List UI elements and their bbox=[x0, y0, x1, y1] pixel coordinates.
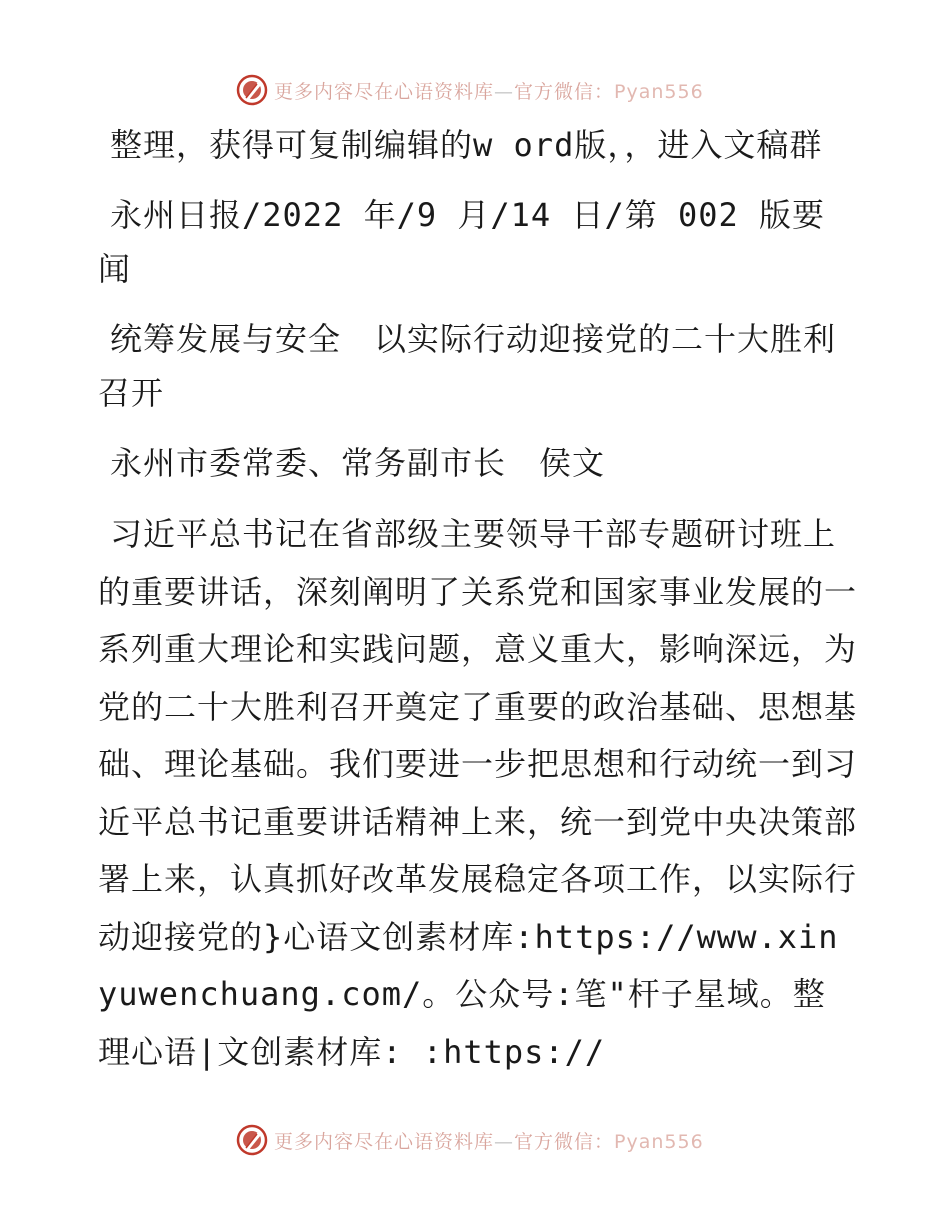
watermark-text bbox=[274, 77, 704, 104]
watermark-wechat-id: Pyan556 bbox=[614, 1130, 704, 1153]
watermark-separator: — bbox=[494, 80, 515, 103]
pen-logo-icon bbox=[236, 74, 268, 106]
watermark-header bbox=[236, 72, 716, 108]
watermark-site: 更多内容尽在心语资料库 bbox=[274, 80, 495, 103]
author-line: 永州市委常委、常务副市长 侯文 bbox=[110, 444, 606, 482]
source-line: 永州日报/2022 年/9 月/14 日/第 002 版要闻 bbox=[98, 196, 826, 288]
pen-logo-icon bbox=[236, 1124, 268, 1156]
article-title: 统筹发展与安全 以实际行动迎接党的二十大胜利召开 bbox=[98, 320, 837, 412]
document-content bbox=[98, 118, 858, 1097]
intro-note: 整理，获得可复制编辑的w ord版，，进入文稿群 bbox=[110, 126, 823, 164]
watermark-footer bbox=[236, 1122, 716, 1158]
watermark-wechat-label: 官方微信： bbox=[514, 1130, 615, 1153]
watermark-wechat-label: 官方微信： bbox=[514, 80, 615, 103]
watermark-separator: — bbox=[494, 1130, 515, 1153]
watermark-wechat-id: Pyan556 bbox=[614, 80, 704, 103]
article-body: 习近平总书记在省部级主要领导干部专题研讨班上的重要讲话，深刻阐明了关系党和国家事业发展的一系列重大理论和实践问题，意义重大，影响深远，为党的二十大胜利召开奠定了重要的政治基础、思想基础、理论基础。我们要进一步把思想和行动统一到习近平总书记重要讲话精神上来，统一到党中央决策部署上来，认真抓好改革发展稳定各项工作，以实际行动迎接党的}心语文创素材库:https://www.xinyuwenchuang.com/。公众号:笔"杆子星域。整理心语|文创素材库: :https:// bbox=[98, 515, 858, 1071]
watermark-text bbox=[274, 1127, 704, 1154]
watermark-site: 更多内容尽在心语资料库 bbox=[274, 1130, 495, 1153]
